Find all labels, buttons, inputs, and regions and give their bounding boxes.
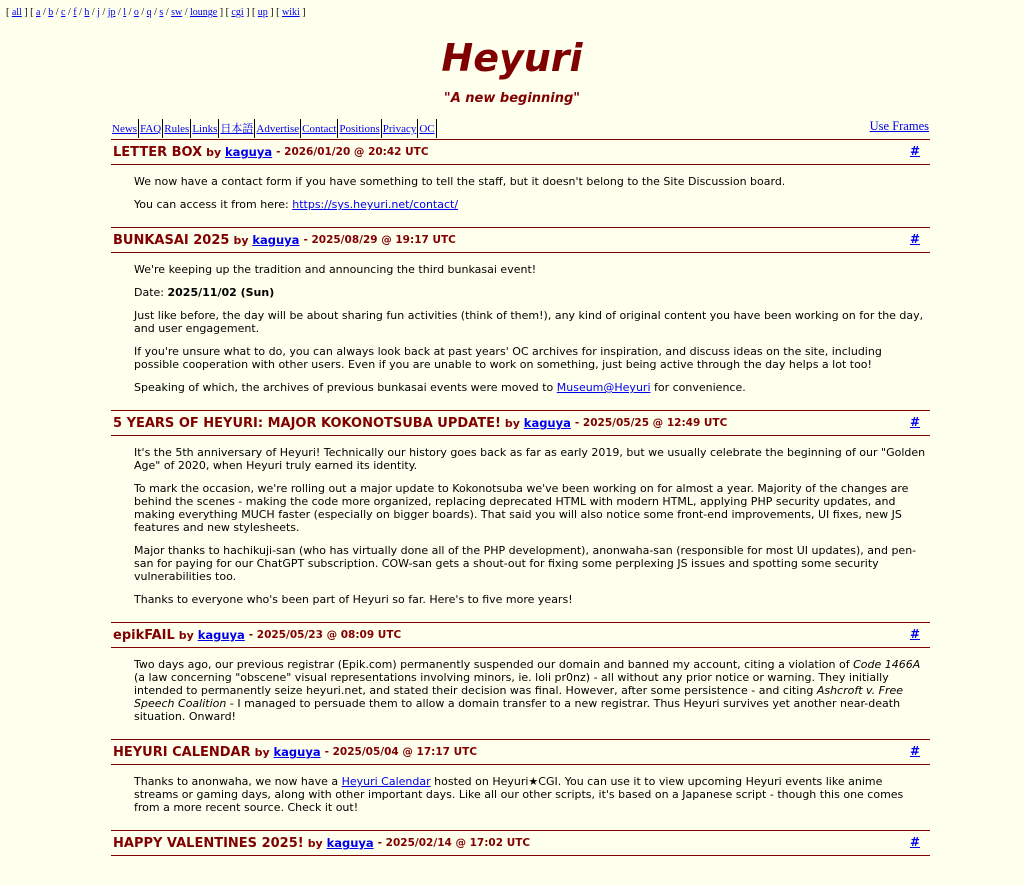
post-title: BUNKASAI 2025 <box>113 232 230 248</box>
post-body <box>111 436 930 622</box>
nav-oc[interactable]: OC <box>418 119 436 138</box>
post-paragraph: Date: 2025/11/02 (Sun) <box>134 286 275 299</box>
board-link-j[interactable]: j <box>97 7 100 18</box>
post-paragraph: Just like before, the day will be about sharing fun activities (think of them!), any kind of original content you have been working on for the day, and user engagement. <box>134 309 924 335</box>
post-date: - 2026/01/20 @ 20:42 UTC <box>276 146 429 158</box>
post-header <box>111 830 930 856</box>
post-paragraph: You can access it from here: https://sys.heyuri.net/contact/ <box>134 198 459 211</box>
post-by-label: by <box>307 837 323 850</box>
board-link-up[interactable]: up <box>257 7 268 18</box>
post-author-link[interactable]: kaguya <box>523 416 571 430</box>
post-permalink[interactable]: # <box>909 627 920 641</box>
post-paragraph: Major thanks to hachikuji-san (who has virtually done all of the PHP development), anonwaha-san (responsible for most UI updates), and pen-san for paying for our ChatGPT subscription. COW-san gets a shout-out for fixing some perplexing JS issues and spotting some security vulnerabilities too. <box>134 544 917 583</box>
news-posts <box>111 139 930 856</box>
event-date: 2025/11/02 (Sun) <box>167 286 275 299</box>
site-title: Heyuri <box>441 36 583 80</box>
use-frames-link[interactable]: Use Frames <box>869 119 929 133</box>
post-paragraph: We're keeping up the tradition and announcing the third bunkasai event! <box>134 263 537 276</box>
site-tagline: "A new beginning" <box>443 91 581 106</box>
museum-link[interactable]: Museum@Heyuri <box>556 381 651 394</box>
post-paragraph: If you're unsure what to do, you can always look back at past years' OC archives for inspiration, and discuss ideas on the site, including possible cooperation with other users. Even if you are unable to work on something, just being active through the day helps a lot too! <box>134 345 882 371</box>
post-body <box>111 165 930 227</box>
board-link-cgi[interactable]: cgi <box>231 7 244 18</box>
post-body <box>111 253 930 410</box>
post-paragraph: Thanks to anonwaha, we now have a Heyuri Calendar hosted on Heyuri★CGI. You can use it to view upcoming Heyuri events like anime streams or gaming days, along with other important days. Like all our other scripts, it's based on a Japanese script - though this one comes from a more recent source. Check it out! <box>134 775 904 814</box>
post-paragraph: Speaking of which, the archives of previous bunkasai events were moved to Museum@Heyuri for convenience. <box>134 381 746 394</box>
post-author-link[interactable]: kaguya <box>252 233 300 247</box>
post-date: - 2025/02/14 @ 17:02 UTC <box>377 837 531 849</box>
board-link-c[interactable]: c <box>61 7 66 18</box>
post-header <box>111 739 930 765</box>
board-link-lounge[interactable]: lounge <box>190 7 218 18</box>
post-title: LETTER BOX <box>113 144 203 160</box>
board-link-h[interactable]: h <box>84 7 90 18</box>
post-title: 5 YEARS OF HEYURI: MAJOR KOKONOTSUBA UPDATE! <box>113 415 501 431</box>
calendar-link[interactable]: Heyuri Calendar <box>341 775 431 788</box>
post-author-link[interactable]: kaguya <box>225 145 273 159</box>
board-link-wiki[interactable]: wiki <box>281 7 300 18</box>
post-permalink[interactable]: # <box>909 835 920 849</box>
nav-rules[interactable]: Rules <box>163 119 191 138</box>
post-permalink[interactable]: # <box>909 744 920 758</box>
nav-japanese[interactable]: 日本語 <box>219 119 255 138</box>
post-author-link[interactable]: kaguya <box>326 836 374 850</box>
post-header <box>111 139 930 165</box>
board-navigation: [ all ] [ a / b / c / f / h / j / jp / l / o / q / s / sw / lounge ] [ cgi ] [ up ] [ wiki ] <box>6 7 306 18</box>
post-title: epikFAIL <box>113 627 175 643</box>
board-link-a[interactable]: a <box>36 7 41 18</box>
post-header <box>111 410 930 436</box>
board-link-f[interactable]: f <box>73 7 77 18</box>
post-header <box>111 622 930 648</box>
post-by-label: by <box>504 417 520 430</box>
post-permalink[interactable]: # <box>909 232 920 246</box>
nav-advertise[interactable]: Advertise <box>255 119 301 138</box>
post-date: - 2025/05/25 @ 12:49 UTC <box>574 417 728 429</box>
post-title: HEYURI CALENDAR <box>113 744 251 760</box>
nav-news[interactable]: News <box>111 119 139 138</box>
nav-links[interactable]: Links <box>191 119 219 138</box>
board-link-l[interactable]: l <box>123 7 127 18</box>
post-paragraph: It's the 5th anniversary of Heyuri! Technically our history goes back as far as early 2019, but we usually celebrate the beginning of our "Golden Age" of 2020, when Heyuri truly earned its identity. <box>134 446 926 472</box>
post-date: - 2025/05/23 @ 08:09 UTC <box>248 629 402 641</box>
nav-positions[interactable]: Positions <box>338 119 381 138</box>
nav-contact[interactable]: Contact <box>301 119 338 138</box>
post-date: - 2025/05/04 @ 17:17 UTC <box>324 746 478 758</box>
post-by-label: by <box>254 746 270 759</box>
post-by-label: by <box>233 234 249 247</box>
post-paragraph: Thanks to everyone who's been part of Heyuri so far. Here's to five more years! <box>134 593 573 606</box>
post-date: - 2025/08/29 @ 19:17 UTC <box>303 234 456 246</box>
post-body <box>111 648 930 739</box>
post-header <box>111 227 930 253</box>
nav-privacy[interactable]: Privacy <box>382 119 419 138</box>
post-body <box>111 765 930 830</box>
post-author-link[interactable]: kaguya <box>273 745 321 759</box>
board-link-o[interactable]: o <box>133 7 139 18</box>
post-by-label: by <box>206 146 222 159</box>
board-link-q[interactable]: q <box>146 7 152 18</box>
board-link-all[interactable]: all <box>11 7 22 18</box>
post-title: HAPPY VALENTINES 2025! <box>113 835 304 851</box>
post-paragraph: Two days ago, our previous registrar (Epik.com) permanently suspended our domain and banned my account, citing a violation of Code 1466A (a law concerning "obscene" visual representations involving minors, ie. loli pr0nz) - all without any prior notice or warning. They initially intended to permanently seize heyuri.net, and stated their decision was final. However, after some persistence - and citing Ashcroft v. Free Speech Coalition - I managed to persuade them to allow a domain transfer to a new registrar. Thus Heyuri survives yet another near-death situation. Onward! <box>134 658 921 723</box>
contact-form-link[interactable]: https://sys.heyuri.net/contact/ <box>292 198 459 211</box>
nav-faq[interactable]: FAQ <box>139 119 163 138</box>
board-link-sw[interactable]: sw <box>171 7 183 18</box>
post-author-link[interactable]: kaguya <box>197 628 245 642</box>
board-link-b[interactable]: b <box>48 7 54 18</box>
post-paragraph: We now have a contact form if you have something to tell the staff, but it doesn't belong to the Site Discussion board. <box>134 175 786 188</box>
post-permalink[interactable]: # <box>909 415 920 429</box>
post-paragraph: To mark the occasion, we're rolling out a major update to Kokonotsuba we've been working on for almost a year. Majority of the changes are behind the scenes - making the code more organized, replacing deprecated HTML with modern HTML, applying PHP security updates, and making everything MUCH faster (especially on bigger boards). That said you will also notice some front-end improvements, UI fixes, new JS features and new stylesheets. <box>134 482 909 534</box>
board-link-s[interactable]: s <box>159 7 164 18</box>
post-by-label: by <box>178 629 194 642</box>
post-permalink[interactable]: # <box>909 144 920 158</box>
board-link-jp[interactable]: jp <box>107 7 116 18</box>
top-navigation <box>111 119 437 138</box>
